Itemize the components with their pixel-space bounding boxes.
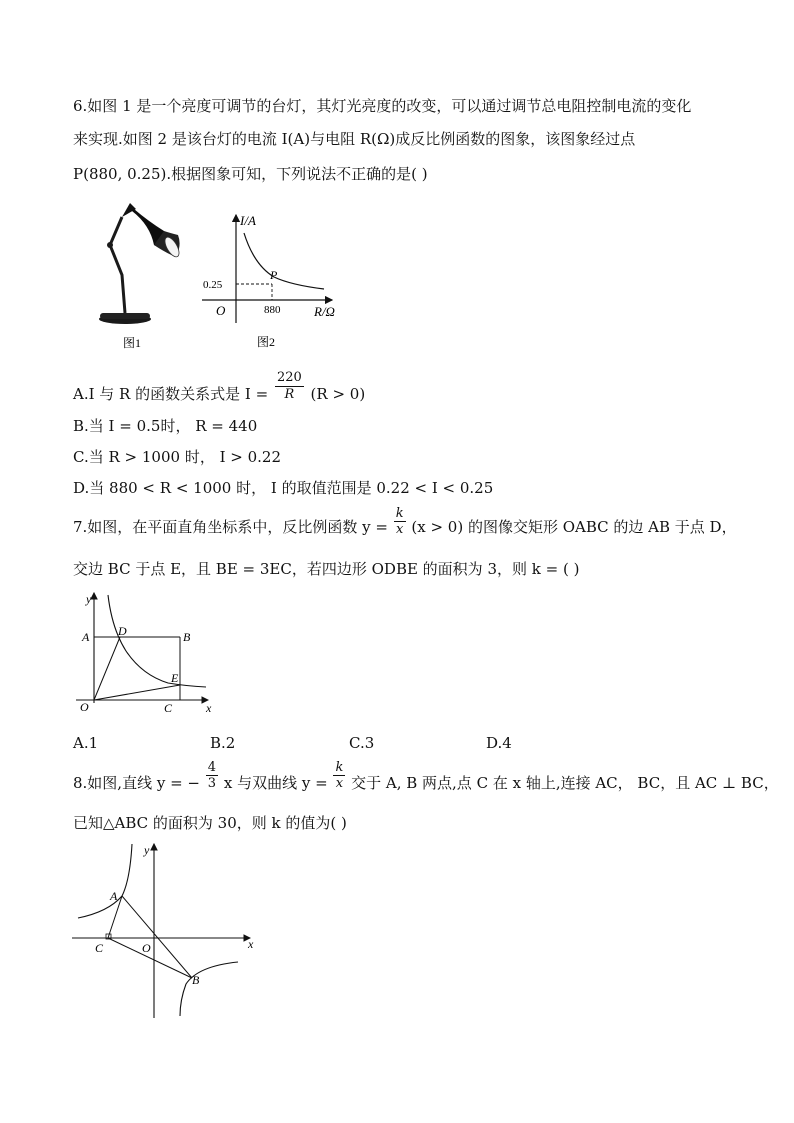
fig2-caption: 图2 bbox=[256, 335, 276, 349]
fraction-denominator: x bbox=[335, 776, 344, 791]
q6-option-b: B.当 I = 0.5时， R = 440 bbox=[73, 417, 258, 435]
q8-line1-part-a: 8.如图,直线 y = − bbox=[73, 773, 200, 792]
option-a-text: A.I 与 R 的函数关系式是 I = bbox=[73, 384, 269, 403]
graph-x-label: R/Ω bbox=[314, 304, 335, 319]
fraction-numerator: k bbox=[335, 760, 344, 775]
y-tick-label: 0.25 bbox=[203, 279, 223, 291]
q8-line1-part-b: x 与双曲线 y = bbox=[223, 773, 328, 792]
q8-figure bbox=[68, 840, 263, 1022]
graph-y-label: I/A bbox=[240, 213, 256, 228]
point-p-label: P bbox=[270, 268, 278, 282]
q8-label-o: O bbox=[142, 941, 151, 955]
q7-option-a: A.1 bbox=[73, 734, 99, 752]
q6-text-line-2: 来实现.如图 2 是该台灯的电流 I(A)与电阻 R(Ω)成反比例函数的图象，该图象经过点 bbox=[73, 130, 636, 148]
desk-lamp-figure bbox=[92, 195, 192, 355]
fraction-numerator: 220 bbox=[276, 370, 302, 385]
q8-text-line-1 bbox=[73, 760, 779, 798]
q7-text-line-1 bbox=[73, 506, 737, 542]
q6-option-a bbox=[73, 370, 365, 406]
q8-text-line-2: 已知△ABC 的面积为 30，则 k 的值为( ) bbox=[73, 814, 347, 832]
graph-origin-label: O bbox=[216, 303, 226, 318]
fraction-denominator: R bbox=[284, 387, 295, 402]
option-a-suffix: (R > 0) bbox=[310, 384, 366, 403]
q7-y-label: y bbox=[86, 592, 92, 606]
q7-line1-part-b: (x > 0) 的图像交矩形 OABC 的边 AB 于点 D， bbox=[411, 517, 737, 536]
q7-label-c: C bbox=[164, 701, 173, 715]
x-tick-label: 880 bbox=[264, 304, 281, 316]
q7-label-b: B bbox=[183, 630, 191, 644]
q8-label-c: C bbox=[95, 941, 104, 955]
q7-label-o: O bbox=[80, 700, 89, 714]
q7-line1-part-a: 7.如图，在平面直角坐标系中，反比例函数 y = bbox=[73, 517, 388, 536]
current-resistance-graph bbox=[196, 205, 356, 355]
q8-label-b: B bbox=[192, 973, 200, 987]
q6-option-d: D.当 880 < R < 1000 时， I 的取值范围是 0.22 < I < 0.25 bbox=[73, 479, 494, 497]
fraction-denominator: 3 bbox=[207, 776, 217, 791]
q8-y-label: y bbox=[144, 843, 150, 857]
option-a-fraction bbox=[275, 370, 304, 403]
q6-option-c: C.当 R > 1000 时， I > 0.22 bbox=[73, 448, 282, 466]
q7-text-line-2: 交边 BC 于点 E，且 BE = 3EC，若四边形 ODBE 的面积为 3，则 k = ( ) bbox=[73, 560, 580, 578]
q7-fraction bbox=[394, 506, 406, 537]
q6-text-line-3: P(880, 0.25).根据图象可知，下列说法不正确的是( ) bbox=[73, 165, 428, 183]
q8-line1-part-c: 交于 A, B 两点,点 C 在 x 轴上,连接 AC， BC，且 AC ⊥ BC， bbox=[351, 773, 779, 792]
q8-x-label: x bbox=[248, 937, 254, 951]
fig1-caption: 图1 bbox=[122, 336, 142, 350]
fraction-numerator: k bbox=[395, 506, 404, 521]
q7-option-d: D.4 bbox=[486, 734, 512, 752]
fraction-denominator: x bbox=[395, 522, 404, 537]
q8-frac-4-3 bbox=[206, 760, 218, 791]
q7-option-c: C.3 bbox=[349, 734, 375, 752]
q8-frac-k-x bbox=[333, 760, 345, 791]
q8-label-a: A bbox=[110, 889, 118, 903]
q7-label-e: E bbox=[171, 671, 179, 685]
q7-x-label: x bbox=[206, 701, 212, 715]
hyperbola-curve bbox=[244, 233, 324, 289]
q6-text-line-1: 6.如图 1 是一个亮度可调节的台灯，其灯光亮度的改变，可以通过调节总电阻控制电流的变化 bbox=[73, 97, 692, 115]
fraction-numerator: 4 bbox=[207, 760, 217, 775]
q7-option-b: B.2 bbox=[210, 734, 236, 752]
q7-label-a: A bbox=[82, 630, 90, 644]
q7-figure bbox=[68, 585, 218, 720]
q7-label-d: D bbox=[118, 624, 127, 638]
